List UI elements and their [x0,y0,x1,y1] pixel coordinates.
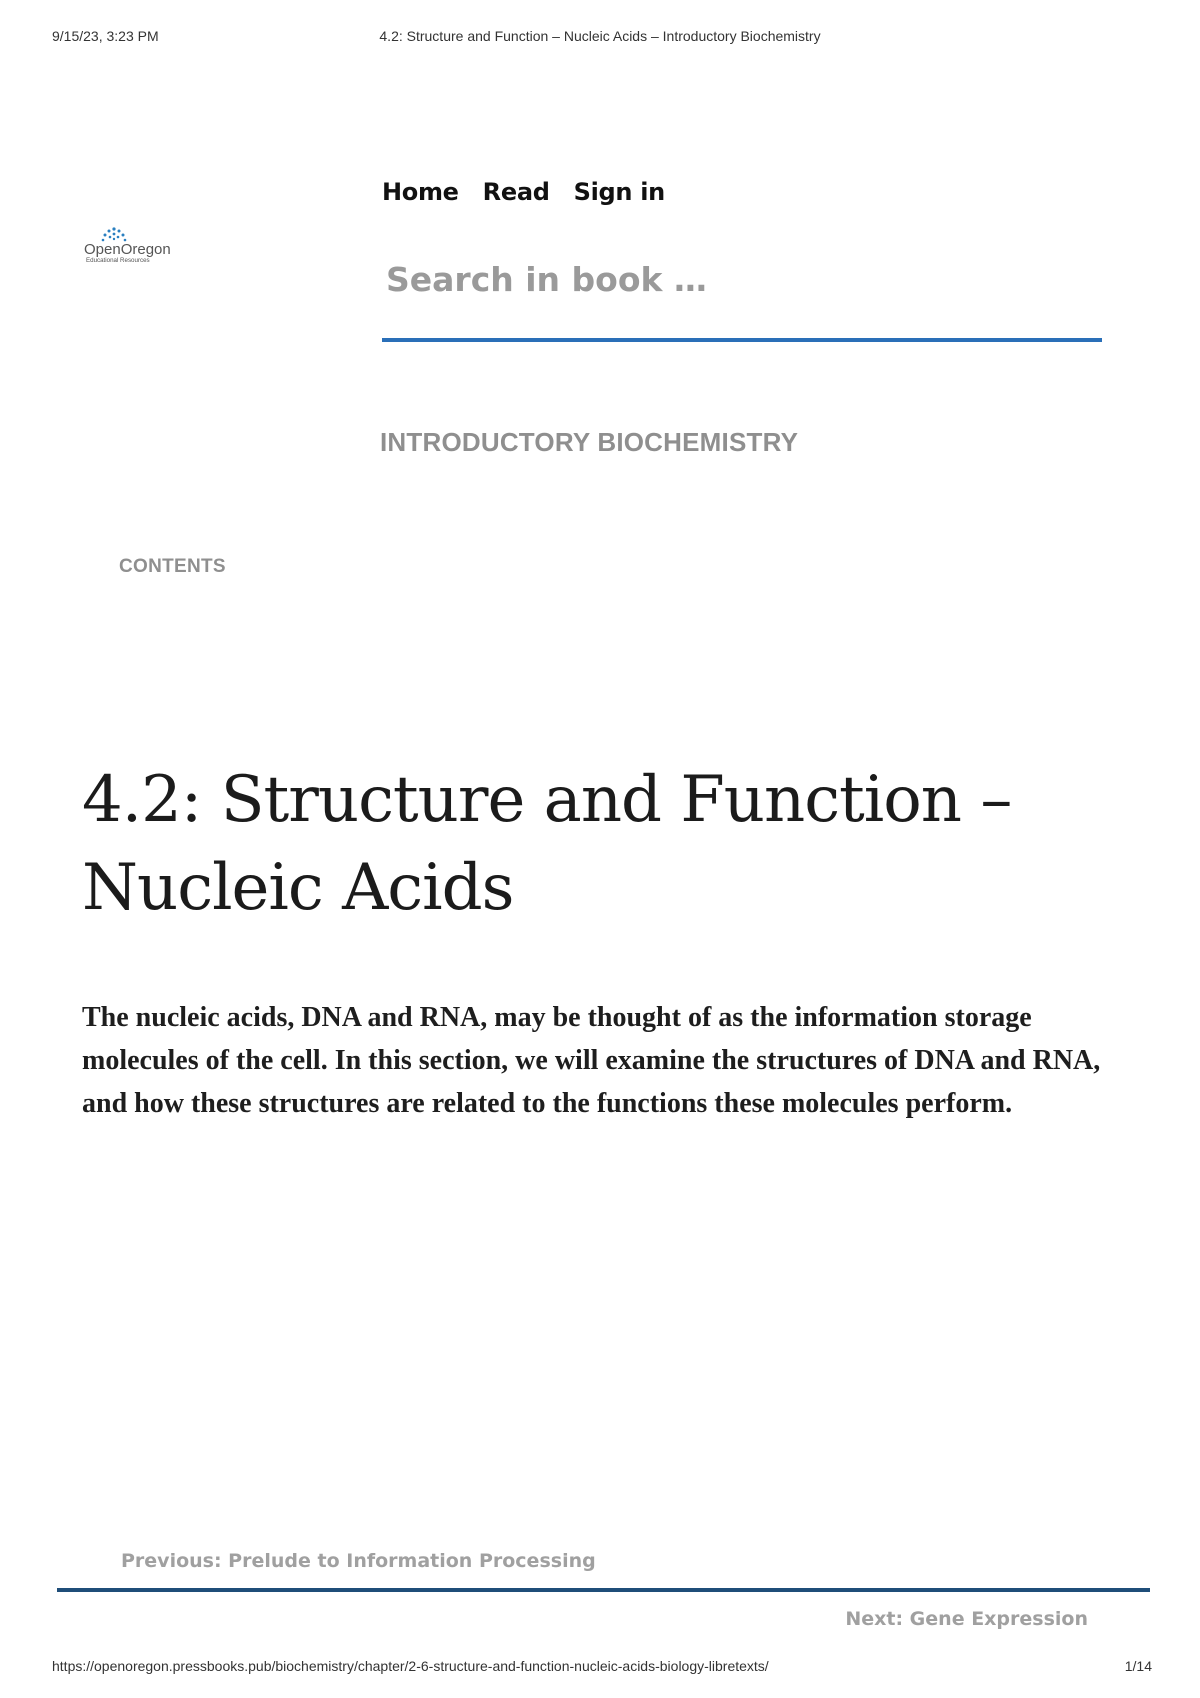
book-title-link[interactable]: INTRODUCTORY BIOCHEMISTRY [380,427,799,457]
print-header-datetime: 9/15/23, 3:23 PM [52,28,159,44]
print-footer-page-number: 1/14 [1124,1658,1152,1674]
open-oregon-logo-icon [84,226,180,266]
search-box [382,246,1102,342]
nav-read-link[interactable]: Read [482,178,550,206]
chapter-title: 4.2: Structure and Function – Nucleic Acids [82,763,1012,925]
pager-divider [57,1588,1150,1592]
nav-home-link[interactable]: Home [382,178,459,206]
contents-toggle[interactable]: CONTENTS [119,556,226,577]
print-header-title: 4.2: Structure and Function – Nucleic Acids – Introductory Biochemistry [379,28,821,44]
nav-sign-in-link[interactable]: Sign in [573,178,665,206]
print-footer-url: https://openoregon.pressbooks.pub/biochemistry/chapter/2-6-structure-and-function-nucleic-acids-biology-libretexts/ [52,1658,769,1674]
top-navigation [382,178,665,206]
search-input[interactable] [382,246,1110,312]
next-chapter-link[interactable]: Next: Gene Expression [845,1608,1088,1630]
site-logo[interactable] [84,226,180,266]
logo-subtext: Educational Resources [86,257,150,264]
chapter-intro: The nucleic acids, DNA and RNA, may be thought of as the information storage molecules of the cell. In this section, we will examine the structures of DNA and RNA, and how these structures are related to the functions these molecules perform. [82,1002,1101,1119]
logo-wordmark: OpenOregon [84,241,171,258]
previous-chapter-link[interactable]: Previous: Prelude to Information Processing [121,1550,596,1572]
